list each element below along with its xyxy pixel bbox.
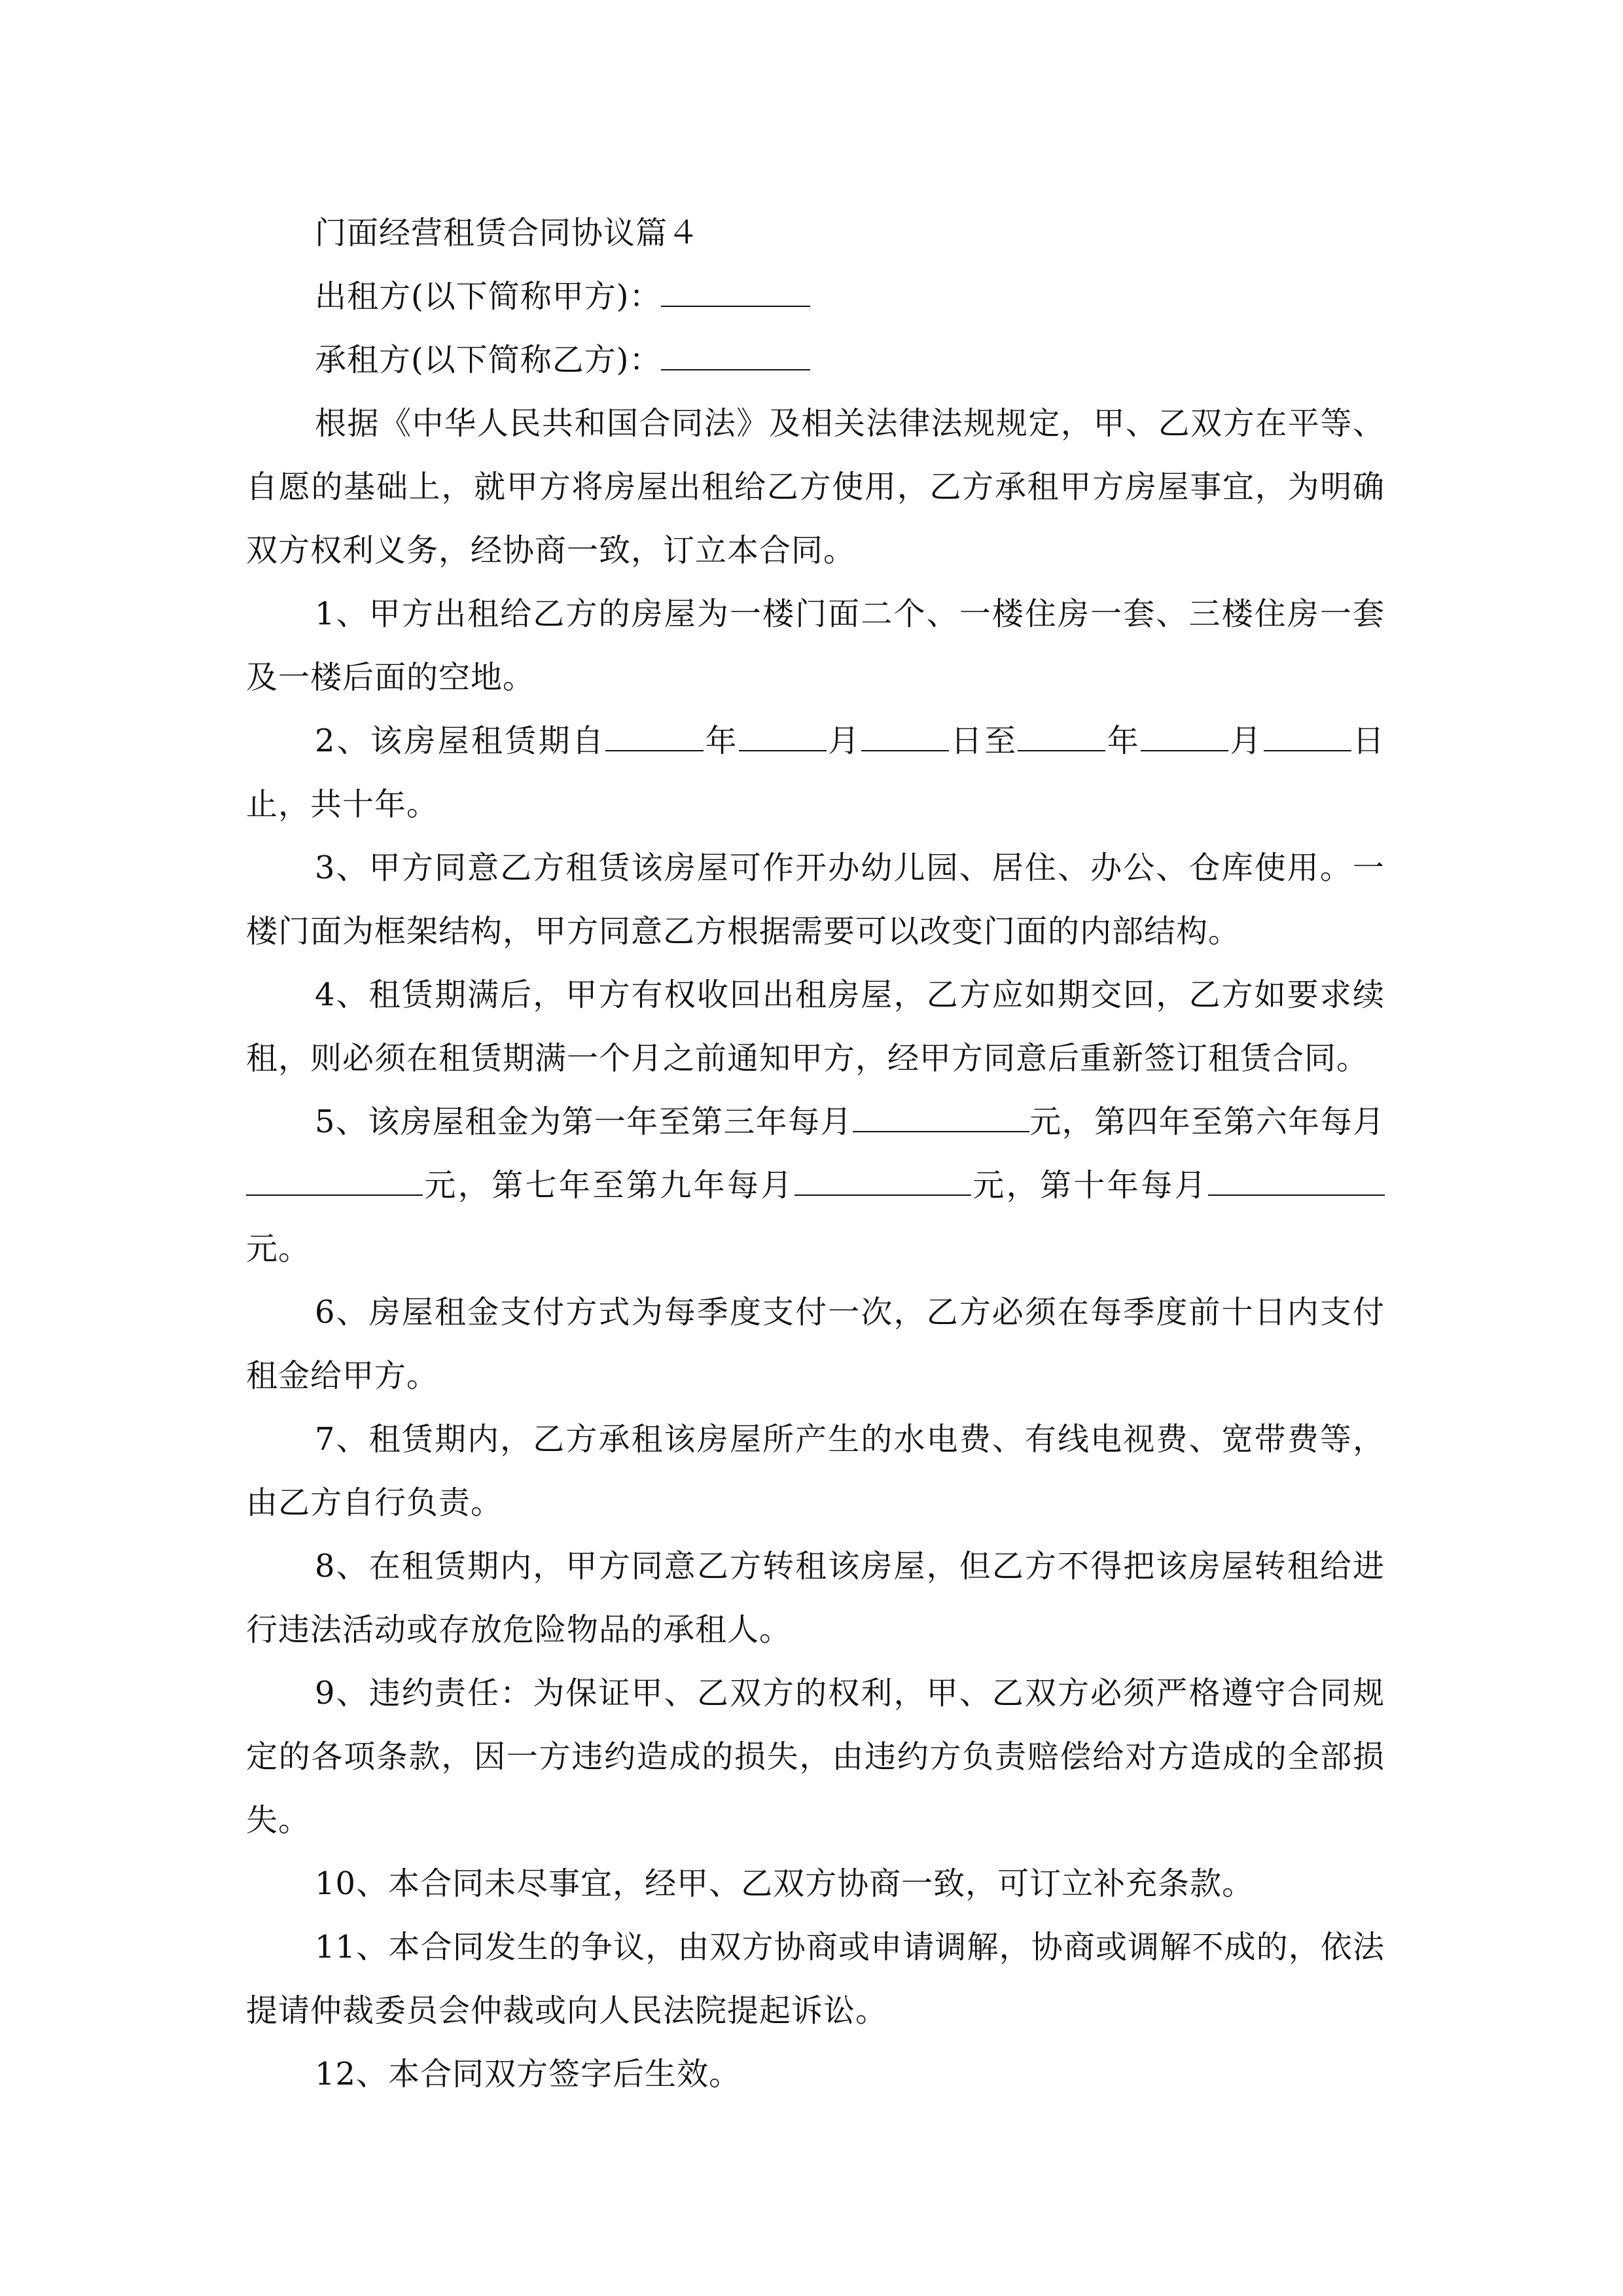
rent-year10-blank [1208, 1171, 1385, 1196]
clause-2-month1: 月 [826, 723, 862, 759]
clause-5-prefix: 5、该房屋租金为第一年至第三年每月 [315, 1103, 853, 1140]
clause-2-day1: 日至 [949, 723, 1018, 759]
clause-2 [246, 709, 1385, 836]
document-title: 门面经营租赁合同协议篇４ [315, 215, 700, 251]
clause-5 [246, 1090, 1385, 1281]
end-year-blank [1018, 726, 1105, 751]
clause-2-day2: 日止，共十年。 [246, 723, 1385, 823]
clause-9: 9、违约责任：为保证甲、乙双方的权利，甲、乙双方必须严格遵守合同规定的各项条款，因一方违约造成的损失，由违约方负责赔偿给对方造成的全部损失。 [246, 1675, 1385, 1839]
document-body [246, 202, 1385, 2106]
start-year-blank [605, 726, 704, 751]
clause-5-seg3: 元，第十年每月 [971, 1167, 1208, 1204]
clause-7: 7、租赁期内，乙方承租该房屋所产生的水电费、有线电视费、宽带费等，由乙方自行负责。 [246, 1421, 1385, 1521]
clause-2-year2: 年 [1105, 723, 1141, 759]
start-month-blank [739, 726, 827, 751]
intro-paragraph: 根据《中华人民共和国合同法》及相关法律法规规定，甲、乙双方在平等、自愿的基础上，就甲方将房屋出租给乙方使用，乙方承租甲方房屋事宜，为明确双方权利义务，经协商一致，订立本合同。 [246, 405, 1385, 569]
clause-11: 11、本合同发生的争议，由双方协商或申请调解，协商或调解不成的，依法提请仲裁委员会仲裁或向人民法院提起诉讼。 [246, 1929, 1385, 2029]
start-day-blank [861, 726, 949, 751]
rent-year4-6-blank [246, 1171, 423, 1196]
lessee-label: 承租方(以下简称乙方)： [315, 342, 662, 378]
clause-2-year1: 年 [704, 723, 739, 759]
end-day-blank [1264, 726, 1351, 751]
clause-3: 3、甲方同意乙方租赁该房屋可作开办幼儿园、居住、办公、仓库使用。一楼门面为框架结构，甲方同意乙方根据需要可以改变门面的内部结构。 [246, 850, 1385, 950]
clause-6: 6、房屋租金支付方式为每季度支付一次，乙方必须在每季度前十日内支付租金给甲方。 [246, 1294, 1385, 1394]
clause-5-seg1: 元，第四年至第六年每月 [1029, 1103, 1385, 1140]
clause-1: 1、甲方出租给乙方的房屋为一楼门面二个、一楼住房一套、三楼住房一套及一楼后面的空地。 [246, 596, 1385, 696]
clause-8: 8、在租赁期内，甲方同意乙方转租该房屋，但乙方不得把该房屋转租给进行违法活动或存放危险物品的承租人。 [246, 1548, 1385, 1648]
clause-5-seg4: 元。 [246, 1230, 311, 1267]
lessor-label: 出租方(以下简称甲方)： [315, 278, 662, 315]
lessee-line [246, 329, 1385, 392]
rent-year1-3-blank [853, 1107, 1029, 1132]
end-month-blank [1141, 726, 1228, 751]
clause-10: 10、本合同未尽事宜，经甲、乙双方协商一致，可订立补充条款。 [315, 1865, 1255, 1902]
lessor-line [246, 265, 1385, 329]
clause-2-month2: 月 [1228, 723, 1264, 759]
rent-year7-9-blank [794, 1171, 971, 1196]
clause-5-seg2: 元，第七年至第九年每月 [423, 1167, 794, 1204]
clause-2-prefix: 2、该房屋租赁期自 [315, 723, 606, 759]
clause-12: 12、本合同双方签字后生效。 [315, 2056, 741, 2092]
lessor-name-blank [661, 282, 810, 307]
lessee-name-blank [661, 346, 810, 370]
clause-4: 4、租赁期满后，甲方有权收回出租房屋，乙方应如期交回，乙方如要求续租，则必须在租赁期满一个月之前通知甲方，经甲方同意后重新签订租赁合同。 [246, 977, 1385, 1077]
